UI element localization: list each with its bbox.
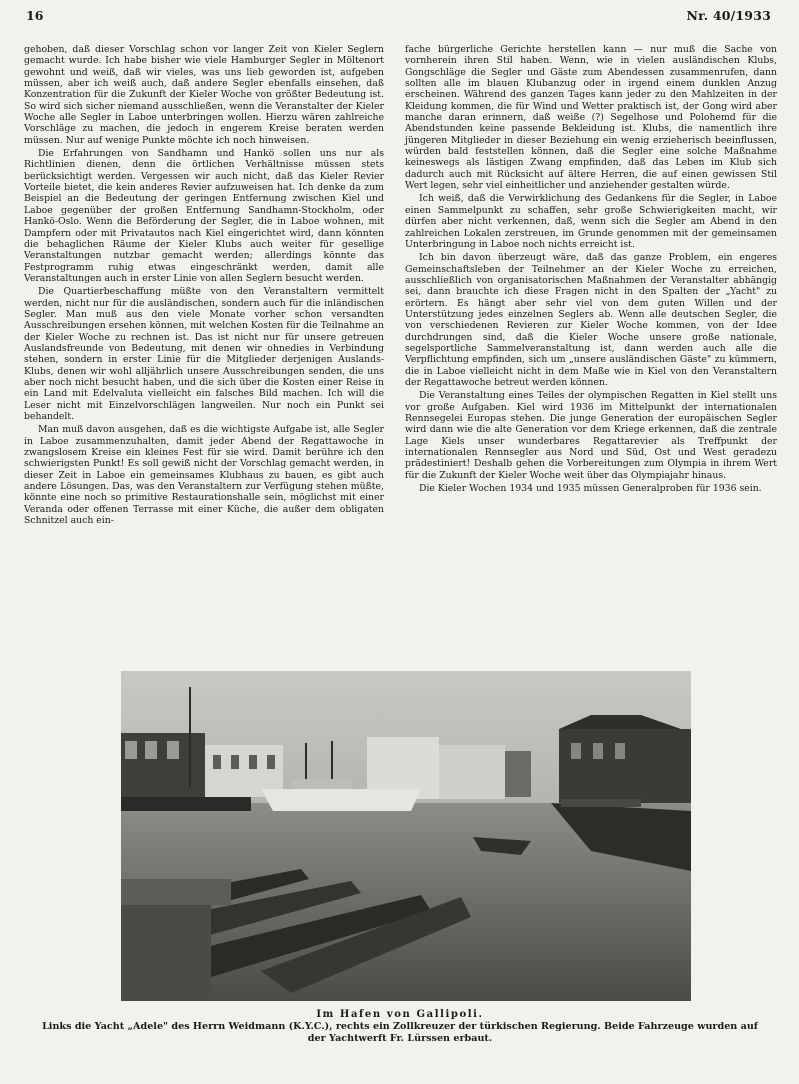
page-header: [26, 8, 771, 28]
right-column: [405, 44, 777, 496]
paragraph: Die Veranstaltung eines Teiles der olympischen Regatten in Kiel stellt uns vor große Aufgaben. Kiel wird 1936 im Mittelpunkt der internationalen Rennsegelei Europas stehen. Die junge Generation der europäischen Segler wird dann wie die alte Generation vor dem Kriege erkennen, daß die zentrale Lage Kiels unser wunderbares Regattarevier als Treffpunkt der internationalen Rennsegler aus Nord und Süd, Ost und West geradezu prädestiniert! Deshalb gehen die Vorbereitungen zum Olympia in ihrem Wert für die Zukunft der Kieler Woche weit über das Olympiajahr hinaus.: [405, 390, 777, 481]
paragraph: gehoben, daß dieser Vorschlag schon vor langer Zeit von Kieler Seglern gemacht wurde. Ich habe bisher wie viele Hamburger Segler in Möltenort gewohnt und weiß, daß wir vieles, was uns lieb geworden ist, aufgeben müssen, aber ich weiß auch, daß andere Segler ebenfalls einsehen, daß Konzentration für die Zukunft der Kieler Woche von größter Bedeutung ist. So wird sich sicher niemand ausschließen, wenn die Veranstalter der Kieler Woche alle Segler in Laboe unterbringen wollen. Hierzu wären zahlreiche Vorschläge zu machen, die jedoch in engerem Kreise beraten werden müssen. Nur auf wenige Punkte möchte ich noch hinweisen.: [24, 44, 384, 146]
caption-title: Im Hafen von Gallipoli.: [316, 1009, 484, 1020]
harbor-photo: [121, 671, 691, 1001]
issue-number: Nr. 40/1933: [686, 8, 771, 23]
caption-text: Links die Yacht „Adele" des Herrn Weidmann (K.Y.C.), rechts ein Zollkreuzer der türkischen Regierung. Beide Fahrzeuge wurden auf der Yachtwerft Fr. Lürssen erbaut.: [42, 1021, 758, 1044]
paragraph: Die Kieler Wochen 1934 und 1935 müssen Generalproben für 1936 sein.: [419, 483, 762, 495]
paragraph: Man muß davon ausgehen, daß es die wichtigste Aufgabe ist, alle Segler in Laboe zusammenzuhalten, damit jeder Abend der Regattawoche in zwangslosem Kreise ein kleines Fest für sie wird. Damit berühre ich den schwierigsten Punkt! Es soll gewiß nicht der Vorschlag gemacht werden, in dieser Zeit in Laboe ein gemeinsames Klubhaus zu bauen, es gibt auch andere Lösungen. Das, was den Veranstaltern zur Verfügung stehen müßte, könnte eine noch so primitive Restaurationshalle sein, möglichst mit einer Veranda oder offenen Terrasse mit einer Küche, die außer dem obligaten Schnitzel auch ein-: [24, 424, 384, 527]
left-column: [24, 44, 384, 528]
paragraph: Ich bin davon überzeugt wäre, daß das ganze Problem, ein engeres Gemeinschaftsleben der Teilnehmer an der Kieler Woche zu erreichen, ausschließlich von organisatorischen Maßnahmen der Veranstalter abhängig sei, dann brauchte ich diese Fragen nicht in den Spalten der „Yacht" zu erörtern. Es hängt aber sehr viel von dem guten Willen und der Unterstützung jedes einzelnen Seglers ab. Wenn alle deutschen Segler, die von verschiedenen Revieren zur Kieler Woche kommen, von der Idee durchdrungen sind, daß die Kieler Woche unsere große nationale, segelsportliche Sammelveranstaltung ist, dann werden auch alle die Verpflichtung empfinden, sich um „unsere ausländischen Gäste" zu kümmern, die in Laboe vielleicht nicht in dem Maße wie in Kiel von den Veranstaltern der Regattawoche betreut werden können.: [405, 252, 777, 388]
page-number: 16: [26, 8, 44, 23]
paragraph: fache bürgerliche Gerichte herstellen kann — nur muß die Sache von vornherein ihren Stil haben. Wenn, wie in vielen ausländischen Klubs, Gongschläge die Segler und Gäste zum Abendessen zusammenrufen, dann sollten alle im blauen Klubanzug oder in irgend einem dunklen Anzug erscheinen. Während des ganzen Tages kann jeder zu den Mahlzeiten in der Kleidung kommen, die für Wind und Wetter praktisch ist, der Gong wird aber manche daran erinnern, daß weiße (?) Segelhose und Polohemd für die Abendstunden keine passende Bekleidung ist. Klubs, die namentlich ihre jüngeren Mitglieder in dieser Beziehung ein wenig erzieherisch beeinflussen, würden bald feststellen können, daß die Segler eine solche Maßnahme keineswegs als lästigen Zwang empfinden, daß das Leben im Klub sich dadurch auch mit Rücksicht auf ältere Herren, die auf einen gewissen Stil Wert legen, sehr viel einheitlicher und anziehender gestalten würde.: [405, 44, 777, 192]
paragraph: Die Erfahrungen von Sandhamn und Hankö sollen uns nur als Richtlinien dienen, denn die örtlichen Verhältnisse müssen stets berücksichtigt werden. Vergessen wir auch nicht, daß das Kieler Revier Vorteile bietet, die kein anderes Revier aufzuweisen hat. Ich denke da zum Beispiel an die Bedeutung der geringen Entfernung zwischen Kiel und Laboe gegenüber der großen Entfernung Sandhamn-Stockholm, oder Hankö-Oslo. Wenn die Beförderung der Segler, die in Laboe wohnen, mit Dampfern oder mit Privatautos nach Kiel eingerichtet wird, dann könnten die behaglichen Räume der Kieler Klubs auch weiter für gesellige Veranstaltungen nutzbar gemacht werden; allerdings könnte das Festprogramm ruhig etwas eingeschränkt werden, damit alle Veranstaltungen auch in erster Linie von allen Seglern besucht werden.: [24, 148, 384, 284]
photo-caption: [40, 1009, 760, 1045]
paragraph: Ich weiß, daß die Verwirklichung des Gedankens für die Segler, in Laboe einen Sammelpunkt zu schaffen, sehr große Schwierigkeiten macht, wir dürfen aber nicht verkennen, daß, wenn sich die Segler am Abend in den zahlreichen Lokalen zerstreuen, im Grunde genommen mit der gemeinsamen Unterbringung in Laboe noch nichts erreicht ist.: [405, 193, 777, 250]
paragraph: Die Quartierbeschaffung müßte von den Veranstaltern vermittelt werden, nicht nur für die ausländischen, sondern auch für die inländischen Segler. Man muß aus den viele Monate vorher schon versandten Ausschreibungen ersehen können, mit welchen Kosten für die Teilnahme an der Kieler Woche zu rechnen ist. Das ist nicht nur für unsere getreuen Auslandsfreunde von Bedeutung, mit denen wir ohnedies in Verbindung stehen, sondern in erster Linie für die Mitglieder derjenigen Auslands-Klubs, denen wir wohl alljährlich unsere Ausschreibungen senden, die uns aber noch nicht besucht haben, und die sich über die Kosten einer Reise in ein Land mit Edelvaluta vielleicht ein falsches Bild machen. Ich will die Leser nicht mit Einzelvorschlägen langweilen. Nur noch ein Punkt sei behandelt.: [24, 286, 384, 422]
